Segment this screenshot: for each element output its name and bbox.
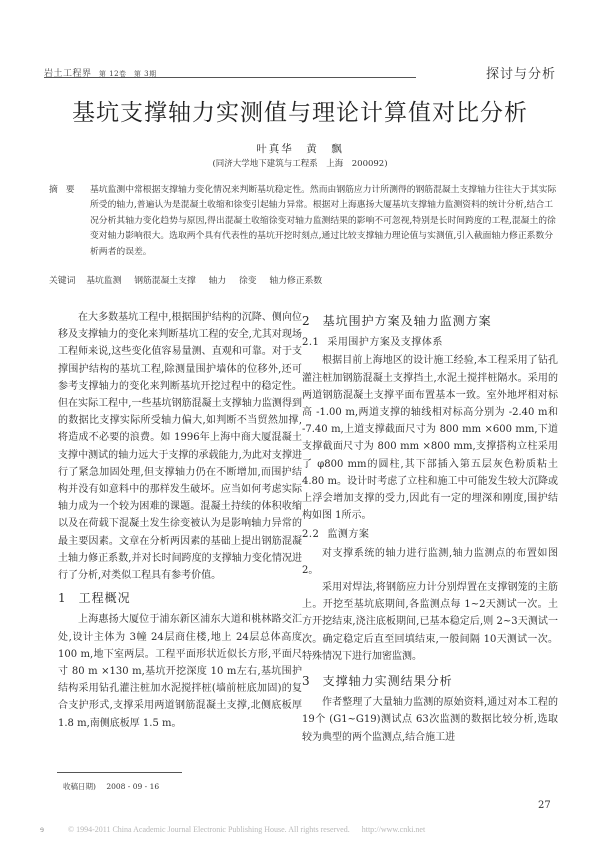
section-number: 3: [302, 674, 311, 689]
affiliation: (同济大学地下建筑与工程系 上海 200092): [212, 159, 388, 169]
footnote-label: 收稿日期): [63, 782, 96, 791]
keywords: [49, 273, 332, 286]
page-number: 27: [538, 800, 551, 811]
abstract-text: 基坑监测中常根据支撑轴力变化情况来判断基坑稳定性。然而由钢筋应力计所测得的钢筋混凝土支撑轴力往往大于其实际所受的轴力,普遍认为是混凝土收缩和徐变引起轴力异常。根据对上海惠扬大厦基坑支撑轴力监测资料的统计分析,结合工况分析其轴力变化趋势与原因,得出混凝土收缩徐变对轴力监测结果的影响不可忽视,特别是长时间跨度的工程,混凝土的徐变对轴力影响很大。选取两个具有代表性的基坑开挖时刻点,通过比较支撑轴力理论值与实测值,引入截面轴力修正系数分析两者的误差。: [90, 185, 557, 257]
keyword: 轴力修正系数: [269, 276, 323, 286]
section-heading-1: [58, 590, 302, 607]
received-date: 2008 - 09 - 16: [106, 782, 160, 791]
section-number: 1: [58, 591, 67, 606]
right-column: [302, 309, 558, 746]
abstract-label: 摘要: [49, 185, 83, 195]
journal-name: 岩土工程界: [44, 69, 92, 79]
running-header: [44, 64, 556, 82]
section-title: 工程概况: [78, 591, 131, 606]
section-2-2-paragraph-2: 采用对焊法,将钢筋应力计分别焊置在支撑钢笼的主筋上。开挖至基坑底期间,各监测点每 1~2天测试一次。土方开挖结束,浇注底板期间,已基本稳定后,则 2~3天测试一次。确定稳定后直至回填结束,一般间隔 10天测试一次。特殊情况下进行加密监测。: [302, 582, 558, 662]
cnki-logo-icon: ɘ: [40, 824, 44, 834]
journal-issue: 第 3期: [133, 70, 157, 78]
keyword: 徐变: [239, 276, 257, 286]
section-2-2-paragraph-1: 对支撑系统的轴力进行监测,轴力监测点的布置如图 2。: [302, 547, 558, 576]
keywords-label: 关键词: [49, 276, 76, 286]
subsection-number: 2.2: [302, 529, 320, 541]
subsection-heading-2-1: [302, 334, 558, 351]
footnote-rule: [57, 772, 182, 773]
subsection-heading-2-2: [302, 526, 558, 543]
section-title: 支撑轴力实测结果分析: [322, 674, 453, 689]
section-label: 探讨与分析: [485, 67, 556, 82]
copyright-footer: [40, 824, 425, 834]
section-number: 2: [302, 314, 311, 328]
received-date-footnote: [63, 781, 159, 792]
subsection-title: 采用围护方案及支撑体系: [327, 337, 443, 349]
keyword: 钢筋混凝土支撑: [134, 276, 196, 286]
section-1-paragraph: 上海惠扬大厦位于浦东新区浦东大道和桃林路交汇处,设计主体为 3幢 24层商住楼,地上 24层总体高度 100 m,地下室两层。工程平面形状近似长方形,平面尺寸 80 m ×130 m,基坑开挖深度 10 m左右,基坑围护结构采用钻孔灌注桩加水泥搅拌桩(墙前桩底加固)的复合支护形式,支撑采用两道钢筋混凝土支撑,北侧底板厚 1.8 m,南侧底板厚 1.5 m。: [58, 614, 302, 729]
keyword: 轴力: [208, 276, 227, 286]
keyword: 基坑监测: [86, 276, 122, 286]
subsection-number: 2.1: [302, 337, 320, 349]
cnki-link[interactable]: http://www.cnki.net: [361, 825, 426, 834]
abstract: [49, 183, 560, 260]
section-heading-3: [302, 673, 558, 690]
paper-title: 基坑支撑轴力实测值与理论计算值对比分析: [72, 100, 528, 126]
journal-volume: 第 12卷: [98, 70, 127, 78]
intro-paragraph: 在大多数基坑工程中,根据围护结构的沉降、侧向位移及支撑轴力的变化来判断基坑工程的安全,尤其对现场工程师来说,这些变化值容易量测、直观和可靠。对于支撑围护结构的基坑工程,除测量围护墙体的位移外,还可参考支撑轴力的变化来判断基坑开挖过程中的稳定性。但在实际工程中,一些基坑钢筋混凝土支撑轴力监测得到的数据比支撑实际所受轴力偏大,如判断不当贸然加撑,将造成不必要的浪费。如 1996年上海中商大厦混凝土支撑中测试的轴力远大于支撑的承载能力,为此对支撑进行了紧急加固处理,但支撑轴力仍在不断增加,而围护结构并没有如意料中的那样发生破坏。应当如何考虑实际轴力成为一个较为困难的课题。混凝土持续的体积收缩以及在荷载下混凝土发生徐变被认为是影响轴力异常的最主要因素。文章在分析两因素的基础上提出钢筋混凝土轴力修正系数,并对长时间跨度的支撑轴力变化情况进行了分析,对类似工程具有参考价值。: [58, 312, 302, 582]
section-3-paragraph: 作者整理了大量轴力监测的原始资料,通过对本工程的 19个 (G1~G19)测试点 63次监测的数据比较分析,选取较为典型的两个监测点,结合施工进: [302, 697, 558, 743]
left-column: [58, 309, 302, 732]
subsection-title: 监测方案: [327, 529, 370, 541]
copyright-text: © 1994-2011 China Academic Journal Electronic Publishing House. All rights reserved.: [68, 825, 350, 834]
section-heading-2: [302, 313, 558, 330]
authors: 叶真华 黄 飘: [256, 143, 344, 155]
section-2-1-paragraph: 根据目前上海地区的设计施工经验,本工程采用了钻孔灌注桩加钢筋混凝土支撑挡土,水泥土搅拌桩隔水。采用的两道钢筋混凝土支撑平面布置基本一致。室外地坪相对标高 -1.00 m,两道支撑的轴线相对标高分别为 -2.40 m和 -7.40 m,上道支撑截面尺寸为 800 mm ×600 mm,下道支撑截面尺寸为 800 mm ×800 mm,支撑搭构立柱采用了 φ800 mm的圆柱,其下部插入第五层灰色粉质粘土 4.80 m。设计时考虑了立柱和施工中可能发生较大沉降或上浮会增加支撑的受力,因此有一定的埋深和刚度,围护结构如图 1所示。: [302, 355, 558, 522]
section-title: 基坑围护方案及轴力监测方案: [322, 314, 492, 328]
header-rule: [44, 77, 416, 78]
